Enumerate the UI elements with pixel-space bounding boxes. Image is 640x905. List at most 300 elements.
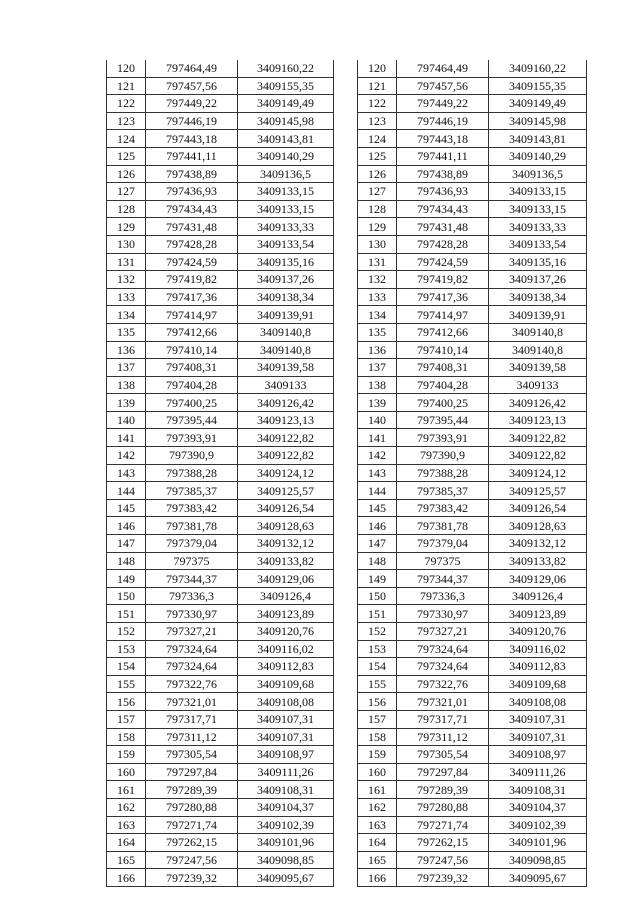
table-row <box>358 710 587 728</box>
point-number-cell: 134 <box>358 306 397 324</box>
y-coordinate-cell: 3409123,13 <box>238 411 334 429</box>
y-coordinate-cell: 3409104,37 <box>489 798 587 816</box>
y-coordinate-cell: 3409102,39 <box>238 816 334 834</box>
x-coordinate-cell: 797381,78 <box>397 517 489 535</box>
table-row <box>358 235 587 253</box>
y-coordinate-cell: 3409126,54 <box>489 499 587 517</box>
point-number-cell: 141 <box>107 429 146 447</box>
point-number-cell: 162 <box>358 798 397 816</box>
y-coordinate-cell: 3409108,31 <box>238 781 334 799</box>
table-row <box>358 763 587 781</box>
table-row <box>358 200 587 218</box>
point-number-cell: 143 <box>107 464 146 482</box>
x-coordinate-cell: 797385,37 <box>397 482 489 500</box>
point-number-cell: 146 <box>107 517 146 535</box>
y-coordinate-cell: 3409123,89 <box>489 605 587 623</box>
point-number-cell: 146 <box>358 517 397 535</box>
point-number-cell: 121 <box>107 77 146 95</box>
table-row <box>358 781 587 799</box>
point-number-cell: 161 <box>358 781 397 799</box>
y-coordinate-cell: 3409116,02 <box>238 640 334 658</box>
point-number-cell: 158 <box>107 728 146 746</box>
x-coordinate-cell: 797262,15 <box>146 834 238 852</box>
x-coordinate-cell: 797322,76 <box>146 675 238 693</box>
point-number-cell: 158 <box>358 728 397 746</box>
table-row <box>107 570 334 588</box>
x-coordinate-cell: 797404,28 <box>397 376 489 394</box>
table-row <box>358 359 587 377</box>
y-coordinate-cell: 3409128,63 <box>238 517 334 535</box>
table-row <box>358 271 587 289</box>
table-row <box>107 323 334 341</box>
x-coordinate-cell: 797449,22 <box>397 95 489 113</box>
y-coordinate-cell: 3409160,22 <box>489 60 587 77</box>
table-row <box>358 816 587 834</box>
point-number-cell: 140 <box>107 411 146 429</box>
y-coordinate-cell: 3409122,82 <box>489 447 587 465</box>
y-coordinate-cell: 3409112,83 <box>489 658 587 676</box>
x-coordinate-cell: 797375 <box>397 552 489 570</box>
x-coordinate-cell: 797395,44 <box>397 411 489 429</box>
x-coordinate-cell: 797297,84 <box>146 763 238 781</box>
table-row <box>107 675 334 693</box>
x-coordinate-cell: 797324,64 <box>397 640 489 658</box>
table-row <box>107 693 334 711</box>
point-number-cell: 137 <box>358 359 397 377</box>
y-coordinate-cell: 3409102,39 <box>489 816 587 834</box>
point-number-cell: 126 <box>107 165 146 183</box>
point-number-cell: 166 <box>107 869 146 887</box>
point-number-cell: 121 <box>358 77 397 95</box>
y-coordinate-cell: 3409101,96 <box>238 834 334 852</box>
table-row <box>358 394 587 412</box>
y-coordinate-cell: 3409107,31 <box>238 728 334 746</box>
y-coordinate-cell: 3409123,13 <box>489 411 587 429</box>
point-number-cell: 129 <box>107 218 146 236</box>
x-coordinate-cell: 797336,3 <box>146 587 238 605</box>
table-row <box>358 640 587 658</box>
point-number-cell: 160 <box>358 763 397 781</box>
x-coordinate-cell: 797280,88 <box>397 798 489 816</box>
coordinates-table-right <box>357 60 587 887</box>
point-number-cell: 157 <box>107 710 146 728</box>
table-row <box>107 535 334 553</box>
x-coordinate-cell: 797431,48 <box>146 218 238 236</box>
table-row <box>358 165 587 183</box>
y-coordinate-cell: 3409124,12 <box>238 464 334 482</box>
table-row <box>107 95 334 113</box>
x-coordinate-cell: 797383,42 <box>397 499 489 517</box>
table-row <box>107 464 334 482</box>
table-row <box>107 288 334 306</box>
y-coordinate-cell: 3409137,26 <box>489 271 587 289</box>
y-coordinate-cell: 3409160,22 <box>238 60 334 77</box>
point-number-cell: 122 <box>107 95 146 113</box>
table-row <box>358 552 587 570</box>
table-row <box>358 869 587 887</box>
y-coordinate-cell: 3409143,81 <box>489 130 587 148</box>
point-number-cell: 134 <box>107 306 146 324</box>
point-number-cell: 130 <box>107 235 146 253</box>
x-coordinate-cell: 797271,74 <box>397 816 489 834</box>
y-coordinate-cell: 3409101,96 <box>489 834 587 852</box>
point-number-cell: 152 <box>358 623 397 641</box>
x-coordinate-cell: 797419,82 <box>146 271 238 289</box>
y-coordinate-cell: 3409140,29 <box>238 147 334 165</box>
point-number-cell: 159 <box>107 746 146 764</box>
x-coordinate-cell: 797379,04 <box>397 535 489 553</box>
point-number-cell: 150 <box>358 587 397 605</box>
x-coordinate-cell: 797390,9 <box>397 447 489 465</box>
point-number-cell: 132 <box>107 271 146 289</box>
table-row <box>107 429 334 447</box>
y-coordinate-cell: 3409116,02 <box>489 640 587 658</box>
point-number-cell: 160 <box>107 763 146 781</box>
x-coordinate-cell: 797434,43 <box>397 200 489 218</box>
x-coordinate-cell: 797330,97 <box>146 605 238 623</box>
y-coordinate-cell: 3409133 <box>489 376 587 394</box>
x-coordinate-cell: 797324,64 <box>397 658 489 676</box>
table-row <box>107 869 334 887</box>
x-coordinate-cell: 797280,88 <box>146 798 238 816</box>
y-coordinate-cell: 3409133 <box>238 376 334 394</box>
y-coordinate-cell: 3409132,12 <box>489 535 587 553</box>
point-number-cell: 127 <box>107 183 146 201</box>
point-number-cell: 165 <box>358 851 397 869</box>
point-number-cell: 145 <box>358 499 397 517</box>
point-number-cell: 152 <box>107 623 146 641</box>
point-number-cell: 156 <box>358 693 397 711</box>
point-number-cell: 147 <box>107 535 146 553</box>
point-number-cell: 138 <box>358 376 397 394</box>
y-coordinate-cell: 3409137,26 <box>238 271 334 289</box>
table-row <box>107 218 334 236</box>
point-number-cell: 155 <box>358 675 397 693</box>
table-row <box>358 587 587 605</box>
y-coordinate-cell: 3409140,8 <box>238 341 334 359</box>
x-coordinate-cell: 797457,56 <box>397 77 489 95</box>
y-coordinate-cell: 3409135,16 <box>238 253 334 271</box>
x-coordinate-cell: 797239,32 <box>397 869 489 887</box>
table-row <box>107 499 334 517</box>
table-row <box>107 112 334 130</box>
x-coordinate-cell: 797321,01 <box>146 693 238 711</box>
x-coordinate-cell: 797408,31 <box>146 359 238 377</box>
table-row <box>107 763 334 781</box>
point-number-cell: 164 <box>107 834 146 852</box>
table-row <box>358 112 587 130</box>
point-number-cell: 154 <box>358 658 397 676</box>
point-number-cell: 147 <box>358 535 397 553</box>
y-coordinate-cell: 3409139,58 <box>238 359 334 377</box>
point-number-cell: 149 <box>358 570 397 588</box>
point-number-cell: 159 <box>358 746 397 764</box>
table-row <box>358 429 587 447</box>
x-coordinate-cell: 797289,39 <box>146 781 238 799</box>
table-row <box>358 95 587 113</box>
y-coordinate-cell: 3409126,4 <box>489 587 587 605</box>
point-number-cell: 124 <box>107 130 146 148</box>
point-number-cell: 125 <box>107 147 146 165</box>
point-number-cell: 166 <box>358 869 397 887</box>
y-coordinate-cell: 3409149,49 <box>489 95 587 113</box>
point-number-cell: 138 <box>107 376 146 394</box>
y-coordinate-cell: 3409129,06 <box>489 570 587 588</box>
x-coordinate-cell: 797424,59 <box>397 253 489 271</box>
point-number-cell: 155 <box>107 675 146 693</box>
point-number-cell: 123 <box>358 112 397 130</box>
y-coordinate-cell: 3409133,15 <box>238 200 334 218</box>
y-coordinate-cell: 3409133,54 <box>238 235 334 253</box>
table-row <box>358 306 587 324</box>
x-coordinate-cell: 797417,36 <box>397 288 489 306</box>
x-coordinate-cell: 797388,28 <box>146 464 238 482</box>
x-coordinate-cell: 797324,64 <box>146 640 238 658</box>
y-coordinate-cell: 3409108,08 <box>238 693 334 711</box>
point-number-cell: 142 <box>107 447 146 465</box>
x-coordinate-cell: 797305,54 <box>146 746 238 764</box>
table-row <box>358 798 587 816</box>
x-coordinate-cell: 797436,93 <box>397 183 489 201</box>
table-row <box>107 306 334 324</box>
y-coordinate-cell: 3409126,42 <box>489 394 587 412</box>
y-coordinate-cell: 3409143,81 <box>238 130 334 148</box>
x-coordinate-cell: 797441,11 <box>397 147 489 165</box>
table-row <box>107 781 334 799</box>
point-number-cell: 133 <box>107 288 146 306</box>
x-coordinate-cell: 797431,48 <box>397 218 489 236</box>
x-coordinate-cell: 797414,97 <box>397 306 489 324</box>
y-coordinate-cell: 3409125,57 <box>238 482 334 500</box>
y-coordinate-cell: 3409133,33 <box>238 218 334 236</box>
point-number-cell: 148 <box>107 552 146 570</box>
x-coordinate-cell: 797449,22 <box>146 95 238 113</box>
y-coordinate-cell: 3409140,29 <box>489 147 587 165</box>
point-number-cell: 135 <box>358 323 397 341</box>
point-number-cell: 161 <box>107 781 146 799</box>
table-row <box>107 798 334 816</box>
point-number-cell: 124 <box>358 130 397 148</box>
point-number-cell: 144 <box>107 482 146 500</box>
y-coordinate-cell: 3409120,76 <box>238 623 334 641</box>
x-coordinate-cell: 797404,28 <box>146 376 238 394</box>
point-number-cell: 130 <box>358 235 397 253</box>
point-number-cell: 165 <box>107 851 146 869</box>
coordinates-table-left <box>106 60 334 887</box>
point-number-cell: 151 <box>107 605 146 623</box>
x-coordinate-cell: 797344,37 <box>397 570 489 588</box>
table-row <box>358 728 587 746</box>
y-coordinate-cell: 3409136,5 <box>489 165 587 183</box>
x-coordinate-cell: 797330,97 <box>397 605 489 623</box>
x-coordinate-cell: 797417,36 <box>146 288 238 306</box>
y-coordinate-cell: 3409149,49 <box>238 95 334 113</box>
y-coordinate-cell: 3409155,35 <box>489 77 587 95</box>
y-coordinate-cell: 3409107,31 <box>489 710 587 728</box>
x-coordinate-cell: 797311,12 <box>397 728 489 746</box>
table-row <box>107 587 334 605</box>
x-coordinate-cell: 797400,25 <box>397 394 489 412</box>
x-coordinate-cell: 797457,56 <box>146 77 238 95</box>
point-number-cell: 125 <box>358 147 397 165</box>
point-number-cell: 163 <box>358 816 397 834</box>
x-coordinate-cell: 797464,49 <box>146 60 238 77</box>
y-coordinate-cell: 3409108,31 <box>489 781 587 799</box>
table-row <box>107 834 334 852</box>
y-coordinate-cell: 3409138,34 <box>238 288 334 306</box>
point-number-cell: 131 <box>358 253 397 271</box>
point-number-cell: 153 <box>358 640 397 658</box>
x-coordinate-cell: 797412,66 <box>397 323 489 341</box>
y-coordinate-cell: 3409139,58 <box>489 359 587 377</box>
x-coordinate-cell: 797336,3 <box>397 587 489 605</box>
y-coordinate-cell: 3409126,54 <box>238 499 334 517</box>
x-coordinate-cell: 797408,31 <box>397 359 489 377</box>
x-coordinate-cell: 797434,43 <box>146 200 238 218</box>
table-row <box>358 218 587 236</box>
table-row <box>107 710 334 728</box>
table-row <box>107 623 334 641</box>
x-coordinate-cell: 797410,14 <box>146 341 238 359</box>
y-coordinate-cell: 3409095,67 <box>489 869 587 887</box>
table-row <box>358 570 587 588</box>
y-coordinate-cell: 3409133,15 <box>489 200 587 218</box>
table-row <box>107 235 334 253</box>
y-coordinate-cell: 3409120,76 <box>489 623 587 641</box>
table-row <box>358 675 587 693</box>
y-coordinate-cell: 3409122,82 <box>238 429 334 447</box>
point-number-cell: 150 <box>107 587 146 605</box>
y-coordinate-cell: 3409145,98 <box>489 112 587 130</box>
y-coordinate-cell: 3409122,82 <box>238 447 334 465</box>
table-row <box>358 253 587 271</box>
y-coordinate-cell: 3409133,54 <box>489 235 587 253</box>
x-coordinate-cell: 797289,39 <box>397 781 489 799</box>
y-coordinate-cell: 3409145,98 <box>238 112 334 130</box>
table-row <box>358 323 587 341</box>
x-coordinate-cell: 797375 <box>146 552 238 570</box>
table-row <box>358 464 587 482</box>
y-coordinate-cell: 3409126,42 <box>238 394 334 412</box>
x-coordinate-cell: 797400,25 <box>146 394 238 412</box>
x-coordinate-cell: 797317,71 <box>397 710 489 728</box>
y-coordinate-cell: 3409138,34 <box>489 288 587 306</box>
point-number-cell: 163 <box>107 816 146 834</box>
point-number-cell: 135 <box>107 323 146 341</box>
y-coordinate-cell: 3409139,91 <box>489 306 587 324</box>
table-row <box>358 447 587 465</box>
y-coordinate-cell: 3409139,91 <box>238 306 334 324</box>
table-row <box>107 658 334 676</box>
point-number-cell: 149 <box>107 570 146 588</box>
y-coordinate-cell: 3409108,97 <box>489 746 587 764</box>
y-coordinate-cell: 3409136,5 <box>238 165 334 183</box>
table-row <box>358 658 587 676</box>
y-coordinate-cell: 3409128,63 <box>489 517 587 535</box>
y-coordinate-cell: 3409133,82 <box>238 552 334 570</box>
point-number-cell: 139 <box>107 394 146 412</box>
point-number-cell: 143 <box>358 464 397 482</box>
table-row <box>358 605 587 623</box>
table-row <box>107 394 334 412</box>
table-row <box>107 517 334 535</box>
point-number-cell: 123 <box>107 112 146 130</box>
x-coordinate-cell: 797383,42 <box>146 499 238 517</box>
x-coordinate-cell: 797327,21 <box>146 623 238 641</box>
table-row <box>358 77 587 95</box>
table-row <box>107 147 334 165</box>
table-row <box>358 376 587 394</box>
x-coordinate-cell: 797464,49 <box>397 60 489 77</box>
y-coordinate-cell: 3409111,26 <box>489 763 587 781</box>
point-number-cell: 127 <box>358 183 397 201</box>
table-row <box>107 816 334 834</box>
table-row <box>107 253 334 271</box>
x-coordinate-cell: 797262,15 <box>397 834 489 852</box>
table-row <box>107 746 334 764</box>
point-number-cell: 122 <box>358 95 397 113</box>
y-coordinate-cell: 3409107,31 <box>238 710 334 728</box>
x-coordinate-cell: 797419,82 <box>397 271 489 289</box>
table-row <box>358 183 587 201</box>
y-coordinate-cell: 3409112,83 <box>238 658 334 676</box>
point-number-cell: 144 <box>358 482 397 500</box>
point-number-cell: 156 <box>107 693 146 711</box>
x-coordinate-cell: 797443,18 <box>397 130 489 148</box>
point-number-cell: 128 <box>107 200 146 218</box>
y-coordinate-cell: 3409140,8 <box>489 323 587 341</box>
x-coordinate-cell: 797385,37 <box>146 482 238 500</box>
x-coordinate-cell: 797393,91 <box>397 429 489 447</box>
x-coordinate-cell: 797379,04 <box>146 535 238 553</box>
table-row <box>107 77 334 95</box>
x-coordinate-cell: 797305,54 <box>397 746 489 764</box>
point-number-cell: 136 <box>107 341 146 359</box>
point-number-cell: 129 <box>358 218 397 236</box>
table-row <box>107 552 334 570</box>
y-coordinate-cell: 3409098,85 <box>238 851 334 869</box>
x-coordinate-cell: 797395,44 <box>146 411 238 429</box>
y-coordinate-cell: 3409133,15 <box>238 183 334 201</box>
table-row <box>358 411 587 429</box>
point-number-cell: 137 <box>107 359 146 377</box>
point-number-cell: 140 <box>358 411 397 429</box>
y-coordinate-cell: 3409109,68 <box>489 675 587 693</box>
table-row <box>107 165 334 183</box>
table-row <box>358 482 587 500</box>
table-row <box>358 535 587 553</box>
x-coordinate-cell: 797443,18 <box>146 130 238 148</box>
x-coordinate-cell: 797247,56 <box>397 851 489 869</box>
table-row <box>358 130 587 148</box>
x-coordinate-cell: 797388,28 <box>397 464 489 482</box>
x-coordinate-cell: 797428,28 <box>146 235 238 253</box>
y-coordinate-cell: 3409122,82 <box>489 429 587 447</box>
table-row <box>358 341 587 359</box>
point-number-cell: 126 <box>358 165 397 183</box>
x-coordinate-cell: 797321,01 <box>397 693 489 711</box>
x-coordinate-cell: 797446,19 <box>146 112 238 130</box>
x-coordinate-cell: 797327,21 <box>397 623 489 641</box>
point-number-cell: 153 <box>107 640 146 658</box>
x-coordinate-cell: 797239,32 <box>146 869 238 887</box>
table-row <box>358 60 587 77</box>
y-coordinate-cell: 3409109,68 <box>238 675 334 693</box>
point-number-cell: 139 <box>358 394 397 412</box>
table-row <box>358 834 587 852</box>
y-coordinate-cell: 3409107,31 <box>489 728 587 746</box>
x-coordinate-cell: 797414,97 <box>146 306 238 324</box>
